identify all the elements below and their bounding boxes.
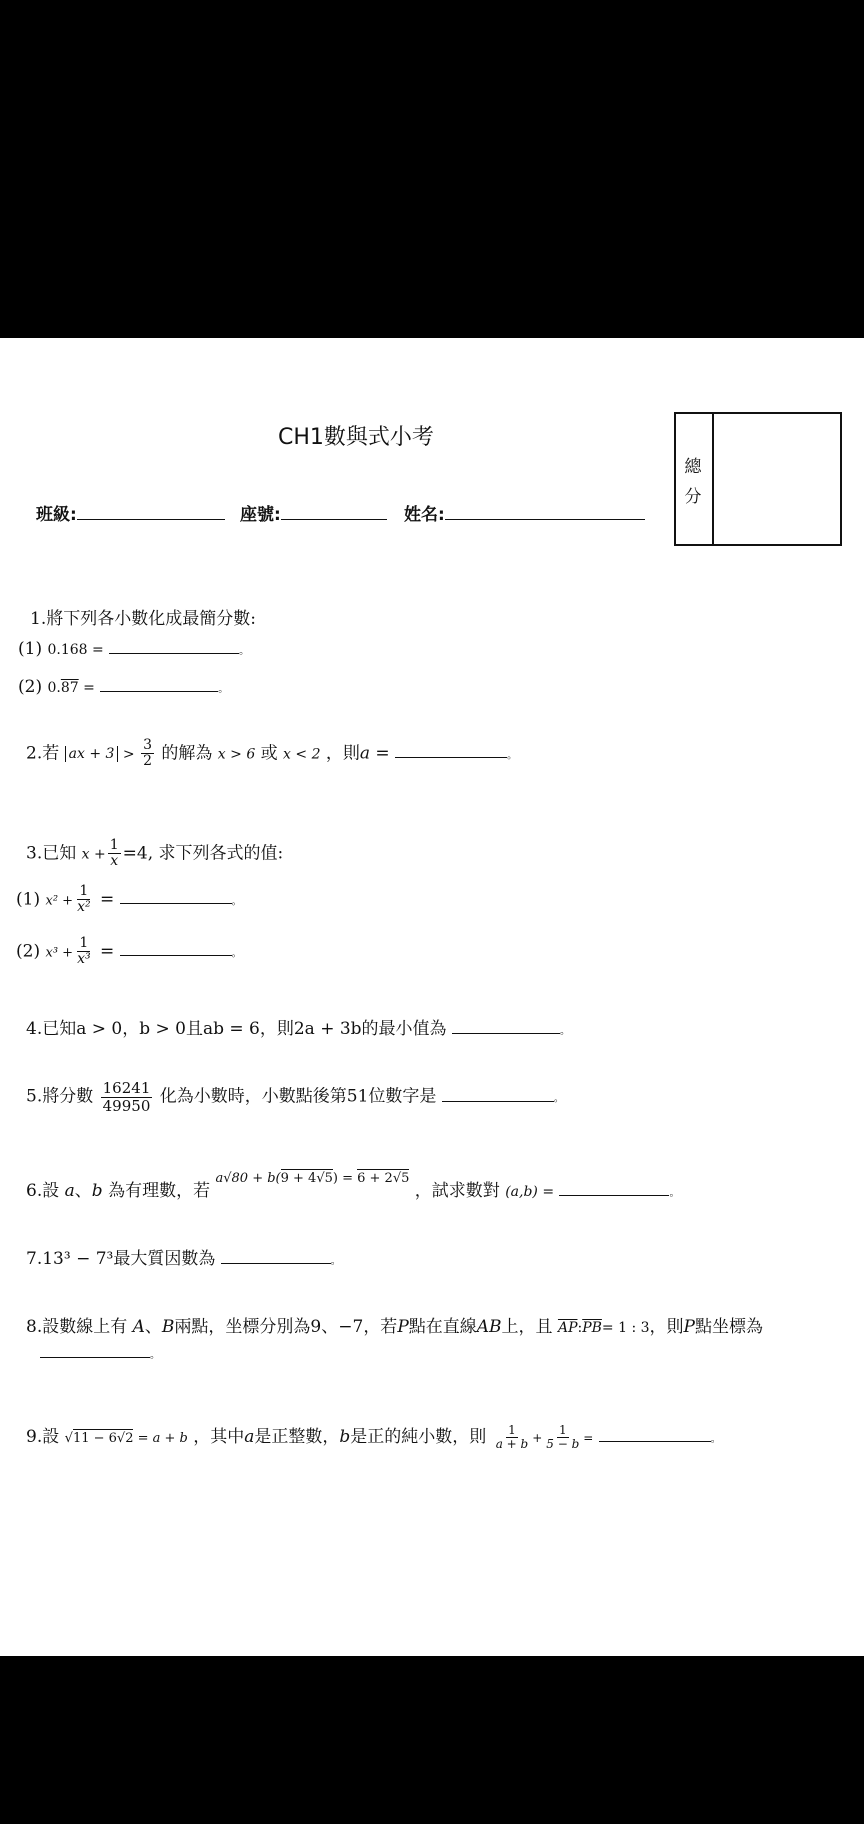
math-expr: (a,b) = bbox=[505, 1184, 555, 1200]
question-6 bbox=[26, 1171, 680, 1201]
bottom-black-bar bbox=[0, 1656, 864, 1824]
top-black-bar bbox=[0, 0, 864, 338]
frac-num: 1 bbox=[79, 883, 89, 899]
q-text: 上，且 bbox=[501, 1317, 553, 1337]
name-field bbox=[404, 500, 645, 525]
answer-blank bbox=[599, 1424, 711, 1442]
answer-blank bbox=[395, 740, 507, 758]
math-expr: 0. bbox=[47, 680, 61, 696]
sqrt-expr: 6 + 2√5 bbox=[357, 1171, 410, 1186]
seat-label: 座號: bbox=[240, 505, 281, 525]
end-mark: 。 bbox=[231, 896, 242, 908]
q-text: ，試求數對 bbox=[414, 1181, 500, 1201]
end-mark: 。 bbox=[553, 1093, 564, 1105]
frac-num: 1 bbox=[508, 1422, 516, 1437]
q-text: =4, 求下列各式的值: bbox=[122, 843, 284, 864]
q-text: 化為小數時，小數點後第51位數字是 bbox=[159, 1086, 437, 1107]
math-var: P bbox=[683, 1317, 695, 1337]
frac-den: a + b bbox=[495, 1437, 529, 1451]
sqrt-expr: 11 − 6√2 bbox=[72, 1431, 134, 1446]
fraction bbox=[75, 884, 93, 916]
math-expr: = bbox=[78, 680, 95, 696]
question-1-part-1 bbox=[18, 636, 249, 659]
question-1-part-2 bbox=[18, 674, 228, 697]
math-op: = bbox=[583, 1431, 594, 1445]
q-text: 4.已知a > 0，b > 0且ab = 6，則2a + 3b的最小值為 bbox=[26, 1019, 447, 1039]
question-9: 9.設 √11 − 6√2 = a + b ，其中a是正整數，b是正的純小數，則 $\frac{1}{a + b}$ + $\frac{1}{5 - b}$ = 。 bbox=[26, 1422, 721, 1451]
math-expr: a√80 + b( bbox=[215, 1171, 281, 1186]
fraction bbox=[544, 1424, 581, 1451]
math-op: > bbox=[118, 746, 140, 763]
frac-den: x bbox=[110, 853, 119, 870]
math-expr: x² + bbox=[45, 893, 74, 909]
end-mark: 。 bbox=[330, 1256, 341, 1267]
q-text: ，若 bbox=[363, 1317, 398, 1337]
frac-den: x² bbox=[77, 899, 91, 916]
fraction bbox=[108, 838, 121, 870]
math-expr: = a + b bbox=[133, 1431, 188, 1446]
q-text: 、 bbox=[144, 1317, 162, 1337]
answer-blank bbox=[442, 1084, 554, 1102]
abs-expr: ax + 3 bbox=[65, 746, 119, 762]
end-mark: 。 bbox=[559, 1026, 570, 1037]
q-text: 為有理數，若 bbox=[108, 1181, 211, 1201]
q-text: 點坐標為 bbox=[695, 1317, 763, 1337]
math-var: A bbox=[132, 1317, 145, 1337]
segment-pb: $\overline{PB}$ bbox=[582, 1320, 602, 1336]
q-text: ，其中 bbox=[193, 1427, 245, 1447]
question-2 bbox=[26, 738, 517, 770]
frac-num: 1 bbox=[109, 837, 119, 853]
math-expr: 0.168 = bbox=[47, 642, 104, 658]
math-var: AB bbox=[476, 1317, 502, 1337]
answer-blank bbox=[109, 636, 239, 654]
math-expr: x + bbox=[81, 846, 106, 863]
q-text: 3.已知 bbox=[26, 843, 77, 864]
frac-den: 5 − b bbox=[546, 1437, 580, 1451]
q-text: 、 bbox=[74, 1181, 92, 1201]
seat-blank bbox=[281, 502, 387, 520]
q6-equation bbox=[215, 1171, 409, 1186]
question-5 bbox=[26, 1080, 564, 1114]
name-blank bbox=[445, 502, 645, 520]
math-op: ) = bbox=[332, 1171, 358, 1186]
end-mark: 。 bbox=[239, 646, 250, 657]
end-mark: 。 bbox=[231, 948, 242, 960]
math-var: B bbox=[161, 1317, 175, 1337]
q-text: 兩點，坐標分別為9、 bbox=[174, 1317, 339, 1337]
score-label: 總分 bbox=[684, 457, 702, 507]
answer-blank bbox=[120, 886, 232, 904]
math-expr: x³ + bbox=[45, 945, 74, 961]
answer-blank bbox=[120, 938, 232, 956]
q-text: 9.設 bbox=[26, 1427, 60, 1447]
question-1-stem: 1.將下列各小數化成最簡分數: bbox=[30, 609, 256, 629]
class-label: 班級: bbox=[36, 505, 77, 525]
fraction bbox=[141, 738, 154, 770]
frac-num: 1 bbox=[558, 1422, 567, 1437]
end-mark: 。 bbox=[669, 1188, 680, 1199]
math-expr: −7 bbox=[338, 1317, 364, 1337]
math-op: = bbox=[370, 743, 390, 764]
math-expr: x > 6 bbox=[217, 746, 256, 763]
q-text: 7.13³ − 7³最大質因數為 bbox=[26, 1249, 216, 1269]
part-label: (1) bbox=[16, 889, 41, 910]
frac-num: 3 bbox=[143, 737, 152, 753]
part-label: (2) bbox=[18, 677, 43, 697]
math-var: b bbox=[91, 1181, 103, 1201]
answer-blank bbox=[100, 674, 218, 692]
question-3-stem bbox=[26, 838, 283, 870]
math-expr: x < 2 bbox=[283, 746, 321, 763]
sqrt-expr: 9 + 4√5 bbox=[280, 1171, 333, 1186]
math-op: + bbox=[532, 1431, 543, 1445]
frac-num: 1 bbox=[79, 935, 89, 951]
q-text: 8.設數線上有 bbox=[26, 1317, 128, 1337]
fraction bbox=[494, 1424, 531, 1451]
frac-den: x³ bbox=[77, 951, 91, 968]
math-expr: = 1 : 3 bbox=[601, 1320, 650, 1336]
end-mark: 。 bbox=[507, 750, 518, 762]
name-label: 姓名: bbox=[404, 505, 445, 525]
answer-blank bbox=[559, 1178, 669, 1196]
q-text: 6.設 bbox=[26, 1181, 60, 1201]
q-text: ，則 bbox=[325, 743, 360, 764]
part-label: (1) bbox=[18, 639, 43, 659]
math-op: : bbox=[577, 1320, 583, 1336]
question-3-part-1 bbox=[16, 884, 242, 916]
repeating-digits: 87 bbox=[60, 680, 79, 696]
end-mark: 。 bbox=[218, 684, 229, 695]
class-field bbox=[36, 500, 225, 525]
segment-ap: $\overline{AP}$ bbox=[557, 1320, 578, 1336]
end-mark: 。 bbox=[710, 1434, 721, 1445]
fraction bbox=[101, 1080, 153, 1114]
part-label: (2) bbox=[16, 941, 41, 962]
math-var: a bbox=[359, 743, 371, 764]
frac-num: 16241 bbox=[102, 1079, 151, 1097]
math-var: P bbox=[397, 1317, 409, 1337]
math-var: a bbox=[244, 1427, 255, 1447]
math-var: b bbox=[339, 1427, 351, 1447]
page-title: CH1數與式小考 bbox=[278, 425, 434, 450]
math-var: a bbox=[64, 1181, 75, 1201]
answer-blank bbox=[452, 1016, 560, 1034]
question-3-part-2 bbox=[16, 936, 242, 968]
question-7 bbox=[26, 1244, 341, 1269]
q-text: 點在直線 bbox=[408, 1317, 477, 1337]
end-mark: 。 bbox=[150, 1350, 160, 1361]
math-op: = bbox=[100, 889, 115, 910]
frac-den: 49950 bbox=[102, 1096, 151, 1115]
question-4 bbox=[26, 1014, 570, 1039]
q-text: 或 bbox=[260, 743, 284, 764]
math-op: = bbox=[100, 941, 115, 962]
q-text: 5.將分數 bbox=[26, 1086, 94, 1107]
q-text: 是正的純小數，則 bbox=[350, 1427, 487, 1447]
frac-den: 2 bbox=[143, 753, 152, 770]
class-blank bbox=[77, 502, 225, 520]
answer-blank bbox=[221, 1246, 331, 1264]
question-8-line-2 bbox=[40, 1340, 160, 1363]
q-text: ，則 bbox=[649, 1317, 684, 1337]
q-text: 是正整數， bbox=[254, 1427, 340, 1447]
fraction bbox=[75, 936, 93, 968]
question-8-line-1 bbox=[26, 1312, 763, 1337]
q-text: 2.若 bbox=[26, 743, 60, 764]
score-divider bbox=[712, 412, 714, 546]
q-text: 的解為 bbox=[161, 743, 218, 764]
seat-field bbox=[240, 500, 387, 525]
answer-blank bbox=[40, 1340, 150, 1358]
